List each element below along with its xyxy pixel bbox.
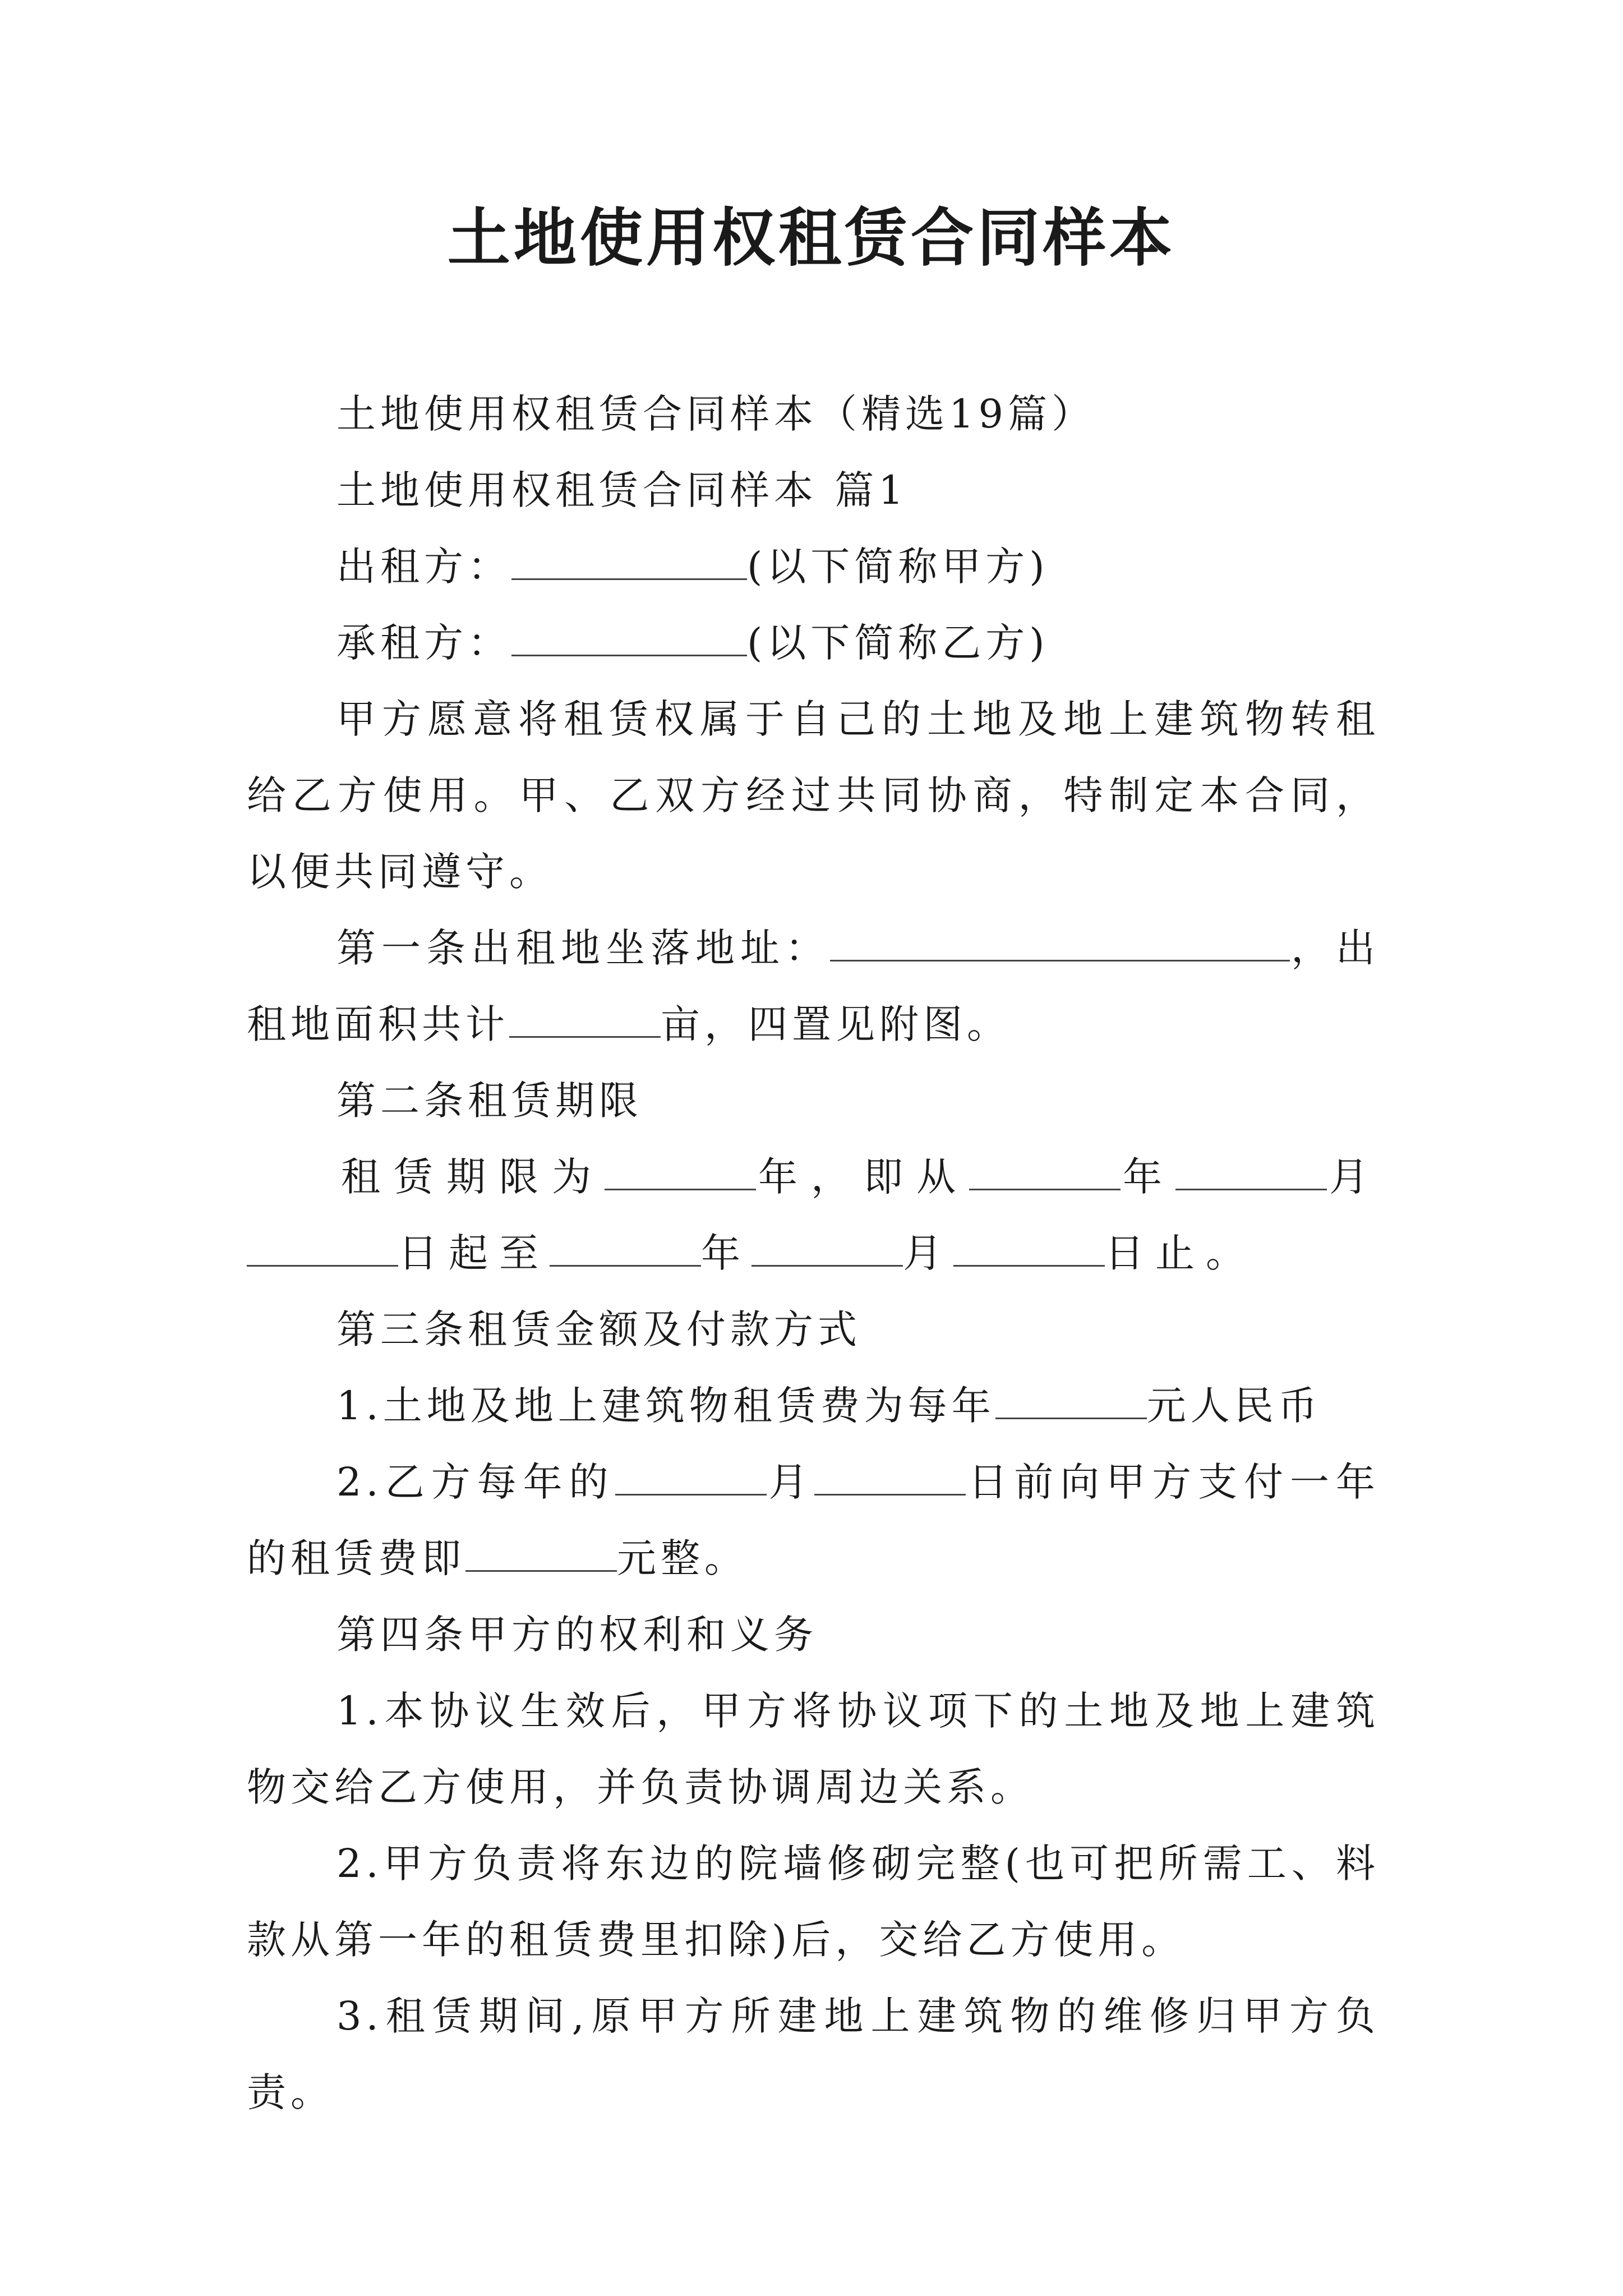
lessee-line <box>247 605 1380 681</box>
article-1-mid: ，出租地面积共计 <box>247 925 1380 1047</box>
lessee-suffix: (以下简称乙方) <box>747 620 1049 666</box>
document-title: 土地使用权租赁合同样本 <box>448 202 1175 275</box>
article-4-item-2: 2.甲方负责将东边的院墙修砌完整(也可把所需工、料款从第一年的租赁费里扣除)后，交给乙方使用。 <box>247 1841 1380 1963</box>
article-3-title: 第三条租赁金额及付款方式 <box>336 1306 861 1352</box>
lease-term-text: 租赁期限为 <box>341 1154 605 1200</box>
end-day-blank <box>953 1226 1105 1267</box>
lessor-suffix: (以下简称甲方) <box>747 544 1049 590</box>
payment-suffix: 元整。 <box>617 1535 748 1581</box>
rent-suffix: 元人民币 <box>1146 1383 1322 1429</box>
article-2-title: 第二条租赁期限 <box>336 1078 643 1124</box>
article-4-item-3: 3.租赁期间,原甲方所建地上建筑物的维修归甲方负责。 <box>247 1993 1380 2115</box>
article-1-suffix: 亩，四置见附图。 <box>661 1001 1011 1047</box>
lessor-label: 出租方： <box>336 544 511 590</box>
document-body <box>247 376 1380 2131</box>
payment-day-blank <box>814 1455 966 1496</box>
article-1 <box>247 910 1380 1062</box>
address-blank <box>830 921 1290 961</box>
start-day-blank <box>247 1226 398 1267</box>
start-month-blank <box>1175 1149 1327 1190</box>
payment-amount-blank <box>465 1531 617 1572</box>
payment-month-blank <box>615 1455 767 1496</box>
subtitle: 土地使用权租赁合同样本（精选19篇） <box>336 391 1096 437</box>
article-4-title: 第四条甲方的权利和义务 <box>336 1612 818 1658</box>
rent-prefix: 1.土地及地上建筑物租赁费为每年 <box>336 1383 995 1429</box>
month-text: 月 <box>1327 1154 1380 1200</box>
lessor-line <box>247 528 1380 605</box>
area-blank <box>509 997 661 1038</box>
end-month-text: 月 <box>903 1230 953 1276</box>
until-text: 日起至 <box>398 1230 550 1276</box>
year-text: 年 <box>1121 1154 1175 1200</box>
article-3-item-2 <box>247 1444 1380 1596</box>
payment-month-text: 月 <box>766 1459 815 1505</box>
payment-mid-text: 日前向甲方支付一年的租赁费即 <box>247 1459 1380 1581</box>
end-text: 日止。 <box>1105 1230 1256 1276</box>
article-3-item-1 <box>247 1368 1380 1444</box>
article-2-body <box>247 1139 1380 1291</box>
lessee-blank <box>511 615 747 656</box>
years-blank <box>605 1149 756 1190</box>
article-4-item-1: 1.本协议生效后，甲方将协议项下的土地及地上建筑物交给乙方使用，并负责协调周边关系。 <box>247 1688 1380 1810</box>
lease-from-text: 年，即从 <box>756 1154 969 1200</box>
rent-blank <box>995 1378 1147 1419</box>
start-year-blank <box>969 1149 1121 1190</box>
end-month-blank <box>751 1226 903 1267</box>
payment-prefix: 2.乙方每年的 <box>336 1459 615 1505</box>
article-1-prefix: 第一条出租地坐落地址： <box>336 925 830 971</box>
end-year-text: 年 <box>701 1230 751 1276</box>
lessee-label: 承租方： <box>336 620 511 666</box>
section-heading: 土地使用权租赁合同样本 篇1 <box>336 467 908 513</box>
lessor-blank <box>511 539 747 580</box>
intro-paragraph: 甲方愿意将租赁权属于自己的土地及地上建筑物转租给乙方使用。甲、乙双方经过共同协商，特制定本合同，以便共同遵守。 <box>247 696 1380 895</box>
end-year-blank <box>550 1226 701 1267</box>
